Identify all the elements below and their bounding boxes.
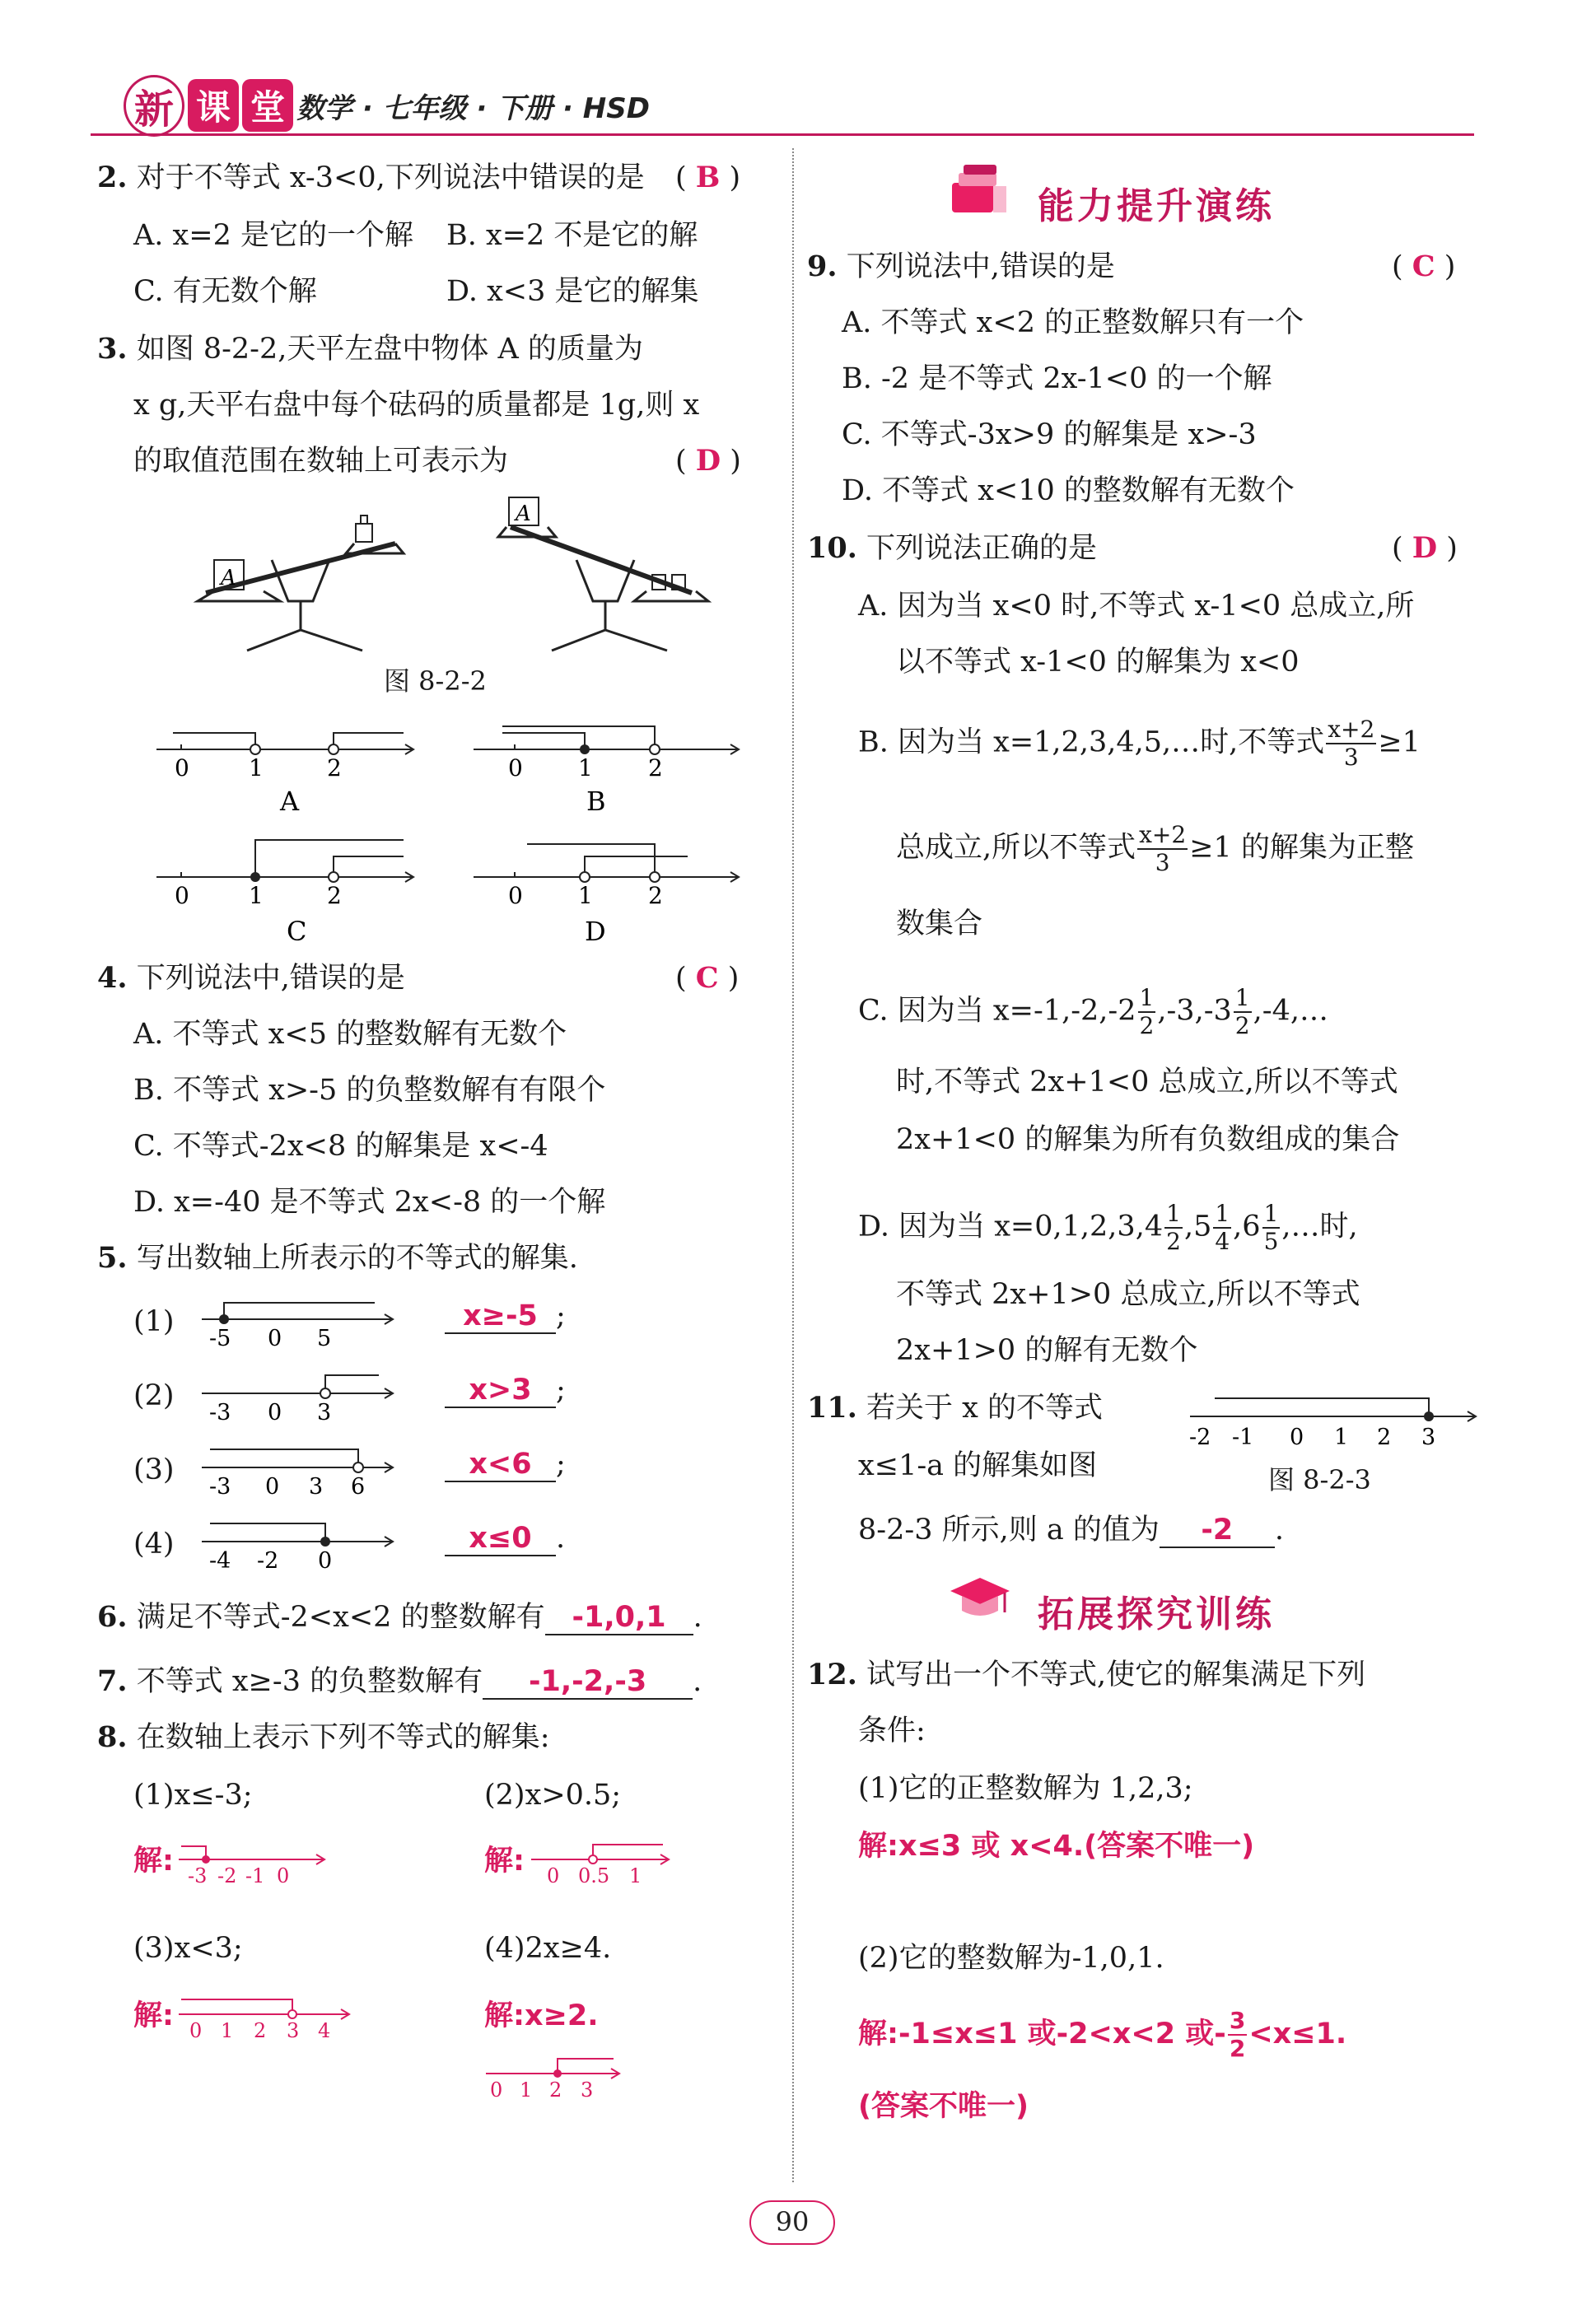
q5-1-tick-0: -5: [209, 1326, 231, 1351]
q10-b1-pre: B. 因为当 x=1,2,3,4,5,…时,不等式: [858, 725, 1325, 759]
q5-4-label: (4): [133, 1528, 175, 1561]
q12-answer2-frac-den: 2: [1229, 2035, 1246, 2062]
page-header: [91, 74, 1474, 140]
q10-a-line1: A. 因为当 x<0 时,不等式 x-1<0 总成立,所: [858, 590, 1415, 623]
q10-b2-frac-den: 3: [1155, 849, 1170, 876]
q10-d-line1: [858, 1201, 1358, 1255]
q12-answer1: 解:x≤3 或 x<4.(答案不唯一): [858, 1830, 1255, 1863]
q5-3-tick-3: 6: [351, 1474, 366, 1500]
q6-text: 满足不等式-2<x<2 的整数解有: [136, 1601, 545, 1634]
q8-4-tick-1: 1: [520, 2078, 533, 2100]
q5-1-label: (1): [133, 1305, 175, 1338]
q12-part2: (2)它的整数解为-1,0,1.: [858, 1942, 1164, 1975]
q5-3-answer: x<6: [445, 1448, 556, 1482]
q3-option-a-line: [156, 733, 413, 754]
q3-a-tick-0: 0: [175, 754, 189, 781]
q5-3-tick-0: -3: [209, 1474, 231, 1500]
q10-d1-frac2-den: 4: [1215, 1228, 1230, 1255]
q10-b2-frac-num: x+2: [1139, 821, 1187, 848]
q4-option-c: C. 不等式-2x<8 的解集是 x<-4: [133, 1130, 548, 1163]
q5-3-answer-line: [445, 1448, 566, 1482]
scale-left-box-label: A: [221, 566, 236, 590]
q3-a-tick-1: 1: [249, 754, 264, 781]
q3-d-point-1: [580, 872, 590, 882]
q3-c-point-2: [329, 872, 338, 882]
q8-1-tick-3: 0: [277, 1864, 290, 1886]
q5-2-label: (2): [133, 1379, 175, 1412]
q4-answer-bracket: ( C ): [675, 961, 740, 995]
q5-4-answer-line: [445, 1522, 565, 1556]
q5-4-answer: x≤0: [445, 1522, 556, 1556]
q6-num: 6.: [97, 1600, 128, 1634]
q8-3-point: [288, 2010, 296, 2018]
q11-tick-0: -2: [1189, 1425, 1211, 1450]
q7-end: .: [693, 1665, 702, 1698]
q3-b-tick-1: 1: [578, 754, 593, 781]
q12-answer2-frac-num: 3: [1229, 2007, 1246, 2034]
q2-stem: [97, 161, 645, 194]
q5-1-tick-2: 5: [317, 1326, 332, 1351]
q4-answer: C: [695, 961, 719, 995]
q8-3-jie: 解:: [133, 1999, 174, 2032]
brand-char-2: 课: [188, 79, 239, 132]
q10-d1-post: ,…时,: [1281, 1210, 1358, 1243]
q4-num: 4.: [97, 961, 128, 995]
q10-d1-frac1-den: 2: [1166, 1228, 1181, 1255]
q11-tick-2: 0: [1290, 1425, 1304, 1450]
q10-c1-mid: ,-3,-3: [1157, 994, 1232, 1028]
q4-option-a: A. 不等式 x<5 的整数解有无数个: [133, 1018, 567, 1051]
q5-3-tick-2: 3: [309, 1474, 324, 1500]
q5-num: 5.: [97, 1241, 128, 1275]
brand-char-3: 堂: [242, 79, 293, 132]
q3-b-tick-0: 0: [508, 754, 523, 781]
q8-3-tick-2: 2: [254, 2019, 267, 2041]
q11-tick-4: 2: [1377, 1425, 1392, 1450]
q3-d-tick-0: 0: [508, 882, 523, 909]
q3-line2: x g,天平右盘中每个砝码的质量都是 1g,则 x: [133, 389, 700, 422]
q3-num: 3.: [97, 332, 128, 366]
q10-d1-pre: D. 因为当 x=0,1,2,3,4: [858, 1210, 1164, 1243]
q4-option-b: B. 不等式 x>-5 的负整数解有有限个: [133, 1074, 606, 1107]
q8-1-tick-0: -3: [188, 1864, 208, 1886]
q10-c-line2: 时,不等式 2x+1<0 总成立,所以不等式: [896, 1066, 1398, 1099]
q3-c-tick-0: 0: [175, 882, 189, 909]
q8-3-tick-0: 0: [189, 2019, 203, 2041]
q5-3-end: ;: [556, 1448, 566, 1481]
q8-2-tick-0: 0: [547, 1864, 560, 1886]
q10-b1-frac: [1326, 716, 1376, 771]
q8-1-numberline: [175, 1836, 331, 1886]
q3-d-tick-2: 2: [648, 882, 663, 909]
brand-char-1: 新: [124, 75, 184, 137]
q10-c1-pre: C. 因为当 x=-1,-2,-2: [858, 994, 1136, 1028]
q10-c1-frac2-num: 1: [1234, 984, 1250, 1011]
q10-c1-post: ,-4,…: [1253, 994, 1328, 1028]
q5-2-tick-0: -3: [209, 1400, 231, 1425]
q2-answer: B: [695, 161, 721, 194]
q5-4-tick-2: 0: [318, 1548, 333, 1574]
book-title: 数学 · 七年级 · 下册 · HSD: [296, 92, 650, 125]
fig-8-2-3-numberline: [1186, 1383, 1482, 1458]
q11-end: .: [1274, 1514, 1284, 1547]
q8-2-numberline: [527, 1836, 675, 1886]
q10-c-line3: 2x+1<0 的解集为所有负数组成的集合: [896, 1123, 1400, 1156]
q3-text1: 如图 8-2-2,天平左盘中物体 A 的质量为: [136, 333, 643, 366]
q3-b-label: B: [586, 786, 606, 817]
q5-4-end: .: [556, 1522, 566, 1555]
q3-answer-bracket: ( D ): [675, 444, 741, 478]
q11-line3: [858, 1514, 1284, 1548]
books-icon: [947, 161, 1013, 219]
section-ability-title: 能力提升演练: [1038, 185, 1275, 227]
q10-c1-frac1-num: 1: [1139, 984, 1155, 1011]
q12-part1: (1)它的正整数解为 1,2,3;: [858, 1772, 1193, 1805]
q3-b-tick-2: 2: [648, 754, 663, 781]
q3-a-label: A: [280, 786, 300, 817]
fig-8-2-2-caption: 图 8-2-2: [384, 665, 487, 697]
q8-4-tick-2: 2: [549, 2078, 562, 2100]
q6-answer: -1,0,1: [545, 1601, 693, 1635]
q5-1-end: ;: [556, 1299, 566, 1332]
q2-option-b: B. x=2 不是它的解: [446, 219, 698, 252]
q5-2-tick-2: 3: [317, 1400, 332, 1425]
q5-1-answer: x≥-5: [445, 1299, 556, 1334]
q10-b1-frac-den: 3: [1343, 744, 1359, 771]
q8-num: 8.: [97, 1720, 128, 1754]
q8-1-tick-1: -2: [217, 1864, 237, 1886]
q3-c-point-1: [250, 872, 260, 882]
q12-answer2-post: <x≤1.: [1248, 2018, 1347, 2050]
q3-option-numberlines: [148, 708, 758, 947]
q8-4-answer: 解:x≥2.: [484, 1999, 599, 2032]
fig-8-2-3-caption: 图 8-2-3: [1268, 1464, 1371, 1495]
q3-d-label: D: [585, 916, 606, 947]
balance-scales-figure: [181, 494, 741, 659]
q10-text: 下列说法正确的是: [866, 532, 1098, 565]
q5-4-tick-1: -2: [257, 1548, 279, 1574]
q4-text: 下列说法中,错误的是: [136, 962, 405, 995]
q4-stem: [97, 962, 405, 995]
q3-b-point-2: [650, 744, 660, 754]
q10-d1-frac3: [1262, 1201, 1281, 1255]
q5-text: 写出数轴上所表示的不等式的解集.: [136, 1242, 578, 1275]
q3-c-tick-2: 2: [327, 882, 342, 909]
q6-end: .: [693, 1601, 702, 1634]
q10-d-line2: 不等式 2x+1>0 总成立,所以不等式: [896, 1278, 1360, 1311]
q10-c1-frac1: [1138, 985, 1156, 1039]
q10-c1-frac1-den: 2: [1139, 1012, 1155, 1039]
q8-part4: (4)2x≥4.: [484, 1932, 612, 1965]
q3-d-point-2: [650, 872, 660, 882]
q8-4-point: [553, 2069, 562, 2078]
q9-answer: C: [1412, 250, 1435, 283]
q4-option-d: D. x=-40 是不等式 2x<-8 的一个解: [133, 1186, 606, 1219]
q9-text: 下列说法中,错误的是: [846, 250, 1115, 283]
q3-line1: [97, 333, 643, 366]
q9-num: 9.: [807, 250, 838, 283]
q10-b1-post: ≥1: [1378, 725, 1421, 759]
q3-option-b-line: [474, 726, 739, 754]
q11-tick-3: 1: [1334, 1425, 1349, 1450]
q9-answer-bracket: ( C ): [1392, 250, 1456, 283]
q8-1-jie: 解:: [133, 1845, 174, 1878]
graduation-cap-icon: [947, 1570, 1013, 1627]
q12-line1: [807, 1659, 1365, 1691]
q5-1-point: [219, 1314, 229, 1324]
q2-text: 对于不等式 x-3<0,下列说法中错误的是: [136, 161, 645, 194]
q11-num: 11.: [807, 1391, 857, 1425]
q9-stem: [807, 250, 1115, 283]
q2-answer-bracket: ( B ): [675, 161, 741, 194]
q3-a-tick-2: 2: [327, 754, 342, 781]
q5-2-end: ;: [556, 1374, 566, 1407]
q10-d1-frac2: [1213, 1201, 1231, 1255]
q3-a-point-1: [250, 744, 260, 754]
q10-d1-b: ,6: [1233, 1210, 1261, 1243]
q5-1-tick-1: 0: [268, 1326, 282, 1351]
q10-b-line1: [858, 716, 1421, 771]
q10-b2-pre: 总成立,所以不等式: [896, 831, 1136, 865]
q3-a-point-2: [329, 744, 338, 754]
q10-c1-frac2-den: 2: [1234, 1012, 1250, 1039]
q2-option-a: A. x=2 是它的一个解: [133, 219, 413, 252]
q9-option-a: A. 不等式 x<2 的正整数解只有一个: [842, 306, 1304, 339]
q5-4-tick-0: -4: [209, 1548, 231, 1574]
q3-option-c-line: [156, 840, 413, 882]
q10-c-line1: [858, 985, 1328, 1039]
q10-b2-post: ≥1 的解集为正整: [1189, 831, 1414, 865]
q5-1-numberline: [198, 1295, 404, 1352]
q5-stem: [97, 1242, 578, 1275]
q3-b-point-1: [580, 744, 590, 754]
q9-option-b: B. -2 是不等式 2x-1<0 的一个解: [842, 362, 1272, 395]
q12-line2: 条件:: [858, 1715, 926, 1747]
q7-answer: -1,-2,-3: [483, 1665, 693, 1700]
q8-1-tick-2: -1: [245, 1864, 265, 1886]
q8-part1: (1)x≤-3;: [133, 1779, 253, 1812]
q2-option-d: D. x<3 是它的解集: [446, 275, 699, 308]
q11-text3: 8-2-3 所示,则 a 的值为: [858, 1514, 1160, 1547]
q8-4-tick-3: 3: [581, 2078, 594, 2100]
q7-line: [97, 1665, 702, 1700]
scale-right-box-label: A: [516, 502, 531, 526]
q8-2-tick-2: 1: [629, 1864, 642, 1886]
q10-answer-bracket: ( D ): [1392, 531, 1458, 565]
q10-d1-frac2-num: 1: [1215, 1200, 1230, 1227]
q8-part3: (3)x<3;: [133, 1932, 243, 1965]
q10-b2-frac: [1137, 822, 1188, 876]
q5-1-answer-line: [445, 1299, 566, 1334]
q3-answer: D: [695, 444, 721, 478]
q8-stem: [97, 1721, 549, 1754]
q3-c-label: C: [287, 916, 307, 947]
q5-3-tick-1: 0: [265, 1474, 280, 1500]
q11-text1: 若关于 x 的不等式: [866, 1392, 1104, 1425]
q8-3-tick-1: 1: [221, 2019, 234, 2041]
q5-4-numberline: [198, 1517, 404, 1575]
q10-d-line3: 2x+1>0 的解有无数个: [896, 1334, 1198, 1367]
q6-line: [97, 1601, 702, 1635]
q10-num: 10.: [807, 531, 857, 565]
q12-answer2-frac: [1228, 2008, 1247, 2062]
q11-line1: [807, 1392, 1103, 1425]
q10-d1-a: ,5: [1183, 1210, 1212, 1243]
q12-num: 12.: [807, 1658, 857, 1691]
q11-tick-5: 3: [1421, 1425, 1436, 1450]
q3-option-d-line: [474, 844, 739, 882]
q3-line3: 的取值范围在数轴上可表示为: [133, 445, 509, 478]
q12-answer2: [858, 2008, 1346, 2062]
q5-2-numberline: [198, 1369, 404, 1426]
q7-num: 7.: [97, 1664, 128, 1698]
q3-d-tick-1: 1: [578, 882, 593, 909]
q8-4-numberline: [482, 2050, 630, 2100]
q8-3-tick-4: 4: [318, 2019, 331, 2041]
q7-text: 不等式 x≥-3 的负整数解有: [136, 1665, 483, 1698]
q10-b1-frac-num: x+2: [1328, 716, 1375, 743]
q8-3-tick-3: 3: [287, 2019, 300, 2041]
q10-c1-frac2: [1234, 985, 1252, 1039]
q5-2-answer: x>3: [445, 1374, 556, 1408]
q5-4-point: [320, 1537, 330, 1547]
q2-num: 2.: [97, 161, 128, 194]
page-number: 90: [749, 2200, 835, 2245]
section-explore-title: 拓展探究训练: [1038, 1593, 1275, 1635]
column-divider: [792, 148, 794, 2182]
q11-line2: x≤1-a 的解集如图: [858, 1449, 1098, 1482]
q8-3-numberline: [175, 1991, 356, 2041]
q10-d1-frac3-den: 5: [1263, 1228, 1279, 1255]
q5-3-numberline: [198, 1443, 404, 1500]
q12-answer2-pre: 解:-1≤x≤1 或-2<x<2 或-: [858, 2018, 1226, 2050]
brand-logo: [124, 79, 296, 132]
q11-answer: -2: [1160, 1514, 1275, 1548]
q8-text: 在数轴上表示下列不等式的解集:: [136, 1721, 550, 1754]
q9-option-c: C. 不等式-3x>9 的解集是 x>-3: [842, 418, 1257, 451]
q2-option-c: C. 有无数个解: [133, 275, 317, 308]
q5-2-point: [320, 1388, 330, 1398]
q5-3-label: (3): [133, 1453, 175, 1486]
q8-part2: (2)x>0.5;: [484, 1779, 622, 1812]
q11-tick-1: -1: [1232, 1425, 1254, 1450]
q10-b-line2: [896, 822, 1414, 876]
q10-stem: [807, 532, 1097, 565]
q5-3-point: [353, 1463, 363, 1472]
q8-2-point: [589, 1855, 597, 1864]
q8-1-point: [202, 1855, 210, 1864]
q5-2-answer-line: [445, 1374, 566, 1408]
q12-text1: 试写出一个不等式,使它的解集满足下列: [866, 1659, 1366, 1691]
q10-d1-frac1-num: 1: [1166, 1200, 1181, 1227]
q9-option-d: D. 不等式 x<10 的整数解有无数个: [842, 474, 1295, 507]
q5-2-tick-1: 0: [268, 1400, 282, 1425]
q8-4-tick-0: 0: [490, 2078, 503, 2100]
q8-2-tick-1: 0.5: [578, 1864, 610, 1886]
header-divider: [91, 133, 1474, 136]
q10-answer: D: [1412, 531, 1438, 565]
q10-d1-frac1: [1164, 1201, 1183, 1255]
q10-d1-frac3-num: 1: [1263, 1200, 1279, 1227]
q11-point: [1424, 1411, 1434, 1421]
q3-c-tick-1: 1: [249, 882, 264, 909]
q12-answer3: (答案不唯一): [858, 2090, 1029, 2123]
q10-a-line2: 以不等式 x-1<0 的解集为 x<0: [896, 646, 1300, 679]
q8-2-jie: 解:: [484, 1845, 525, 1878]
q10-b-line3: 数集合: [896, 907, 983, 940]
